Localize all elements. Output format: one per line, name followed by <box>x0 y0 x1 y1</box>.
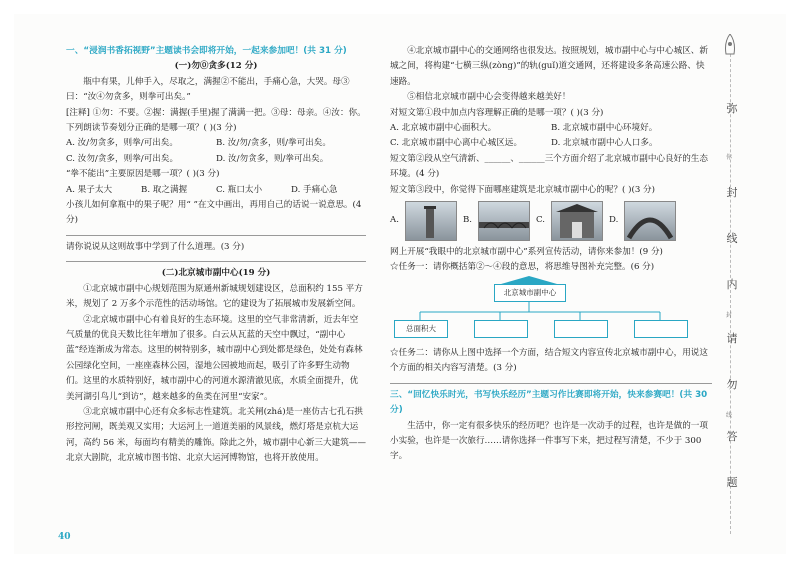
rocket-icon <box>722 34 738 60</box>
photo-label: A. <box>390 215 399 226</box>
right-column <box>390 44 712 465</box>
arch-icon <box>625 202 675 240</box>
task-2: ☆任务二：请你从上图中选择一个方面，结合短文内容宣传北京城市副中心，用说这个方面的相关内容写清楚。(3 分) <box>390 347 708 374</box>
question-right-4: 网上开展“我眼中的北京城市副中心”系列宣传活动，请你来参加！(9 分) <box>390 247 663 258</box>
page-number: 40 <box>58 532 71 542</box>
seal-small-char: 封 <box>726 312 733 319</box>
paragraph-1: ①北京城市副中心规划范围为原通州新城规划建设区，总面积约 155 平方米，规划了 2 万多个示范性的活动场馆。它的建设为了拓展城市发展新空间。 <box>66 283 363 310</box>
photo-label: D. <box>609 215 619 226</box>
question-1-options <box>66 152 366 167</box>
option[interactable]: A. 北京城市副中心面积大。 <box>390 123 497 134</box>
question-3: 小孩儿如何拿瓶中的果子呢？用“ ”在文中画出，再用自己的话说一说意思。(4 分) <box>66 200 362 226</box>
seal-dashed-line <box>730 54 731 534</box>
arch-photo[interactable] <box>624 201 676 241</box>
tower-icon <box>406 202 456 240</box>
seal-char: 弥 <box>726 102 738 115</box>
seal-char: 勿 <box>726 378 738 391</box>
exam-page <box>14 14 786 554</box>
task-1: ☆任务一：请你概括第②～④段的意思，将思维导图补充完整。(6 分) <box>390 262 655 273</box>
option[interactable]: C. 北京城市副中心离中心城区远。 <box>390 138 523 149</box>
seal-margin <box>706 14 756 554</box>
seal-char: 题 <box>726 476 738 489</box>
bridge-photo[interactable] <box>478 201 530 241</box>
paragraph-5: ⑤相信北京城市副中心会变得越来越美好！ <box>407 92 571 103</box>
seal-char: 答 <box>726 430 738 443</box>
section1-title: 一、“浸润书香拓视野”主题读书会即将开始，一起来参加吧！(共 31 分) <box>66 46 347 56</box>
notes: [注释] ①勿：不要。②握：满握(手里)握了满满一把。③母：母亲。④汝：你。 <box>66 107 366 118</box>
mind-map-branch: 总面积大 <box>394 320 448 338</box>
option[interactable]: A. 果子太大 <box>66 184 113 195</box>
question-right-3: 短文第③段中，你觉得下面哪座建筑是北京城市副中心的呢？( )(3 分) <box>390 184 655 195</box>
seal-char: 封 <box>726 186 738 199</box>
mind-map-blank[interactable] <box>634 320 688 338</box>
question-2-options <box>66 183 366 198</box>
question-right-2: 短文第②段从空气清新、______、______三个方面介绍了北京城市副中心良好的生态环境。(4 分) <box>390 153 708 180</box>
subsection1-title: (一)勿⓪贪多(12 分) <box>174 61 258 72</box>
photo-label: C. <box>536 215 546 226</box>
mind-map-blank[interactable] <box>554 320 608 338</box>
tower-photo[interactable] <box>405 201 457 241</box>
question-4: 请你说说从这则故事中学到了什么道理。(3 分) <box>66 241 245 252</box>
seal-char: 内 <box>726 278 738 291</box>
photo-options <box>390 201 712 241</box>
question-2: “拳不能出”主要原因是哪一项？( )(3 分) <box>66 169 220 180</box>
seal-char: 线 <box>726 232 738 245</box>
subsection2-title: (二)北京城市副中心(19 分) <box>161 268 271 279</box>
option[interactable]: C. 汝勿/贪多，则拳/可出矣。 <box>66 153 179 164</box>
gate-icon <box>552 202 602 240</box>
passage1: 瓶中有果，儿伸手入，尽取之，满握②不能出，手痛心急，大哭。母③曰：“汝④勿贪多，则拳可出矣。” <box>66 76 350 103</box>
mind-map <box>390 276 712 346</box>
section3-title: 三、“回忆快乐时光，书写快乐经历”主题习作比赛即将开始，快来参赛吧！(共 30 分) <box>390 389 708 416</box>
seal-small-char: 你 <box>726 154 733 161</box>
question-1-options <box>66 136 366 151</box>
option[interactable]: B. 取之满握 <box>141 184 188 195</box>
question-right-1: 对短文第①段中加点内容理解正确的是哪一项？( )(3 分) <box>390 107 604 118</box>
gate-photo[interactable] <box>551 201 603 241</box>
option[interactable]: D. 北京城市副中心人口多。 <box>551 138 658 149</box>
bridge-icon <box>479 202 529 240</box>
mind-map-center: 北京城市副中心 <box>494 284 566 302</box>
option[interactable]: B. 汝/勿/贪多，则/拳可出矣。 <box>216 138 331 149</box>
option[interactable]: B. 北京城市副中心环境好。 <box>551 123 658 134</box>
option[interactable]: A. 汝/勿贪多，则拳/可出矣。 <box>66 138 178 149</box>
essay-prompt: 生活中，你一定有很多快乐的经历吧？也许是一次动手的过程，也许是做的一项小实验，也许是一次旅行……请你选择一件事写下来，把过程写清楚，不少于 300 字。 <box>390 420 708 462</box>
paragraph-4: ④北京城市副中心的交通网络也很发达。按照规划，城市副中心与中心城区、新城之间，将构建“七横三纵(zòng)”的轨(guǐ)道交通网，还将建设多条高速公路、快速路。 <box>390 46 708 87</box>
question-right-1-options <box>390 121 712 136</box>
seal-char: 请 <box>726 332 738 345</box>
answer-line[interactable] <box>66 229 366 236</box>
mind-map-blank[interactable] <box>474 320 528 338</box>
paragraph-3: ③北京城市副中心还有众多标志性建筑。北关闸(zhá)是一座仿古七孔石拱形控河闸，既美观又实用；大运河上一道道美丽的风景线，燃灯塔是京杭大运河，高约 56 米，每面均有精美的雕饰。除此之外，城市副中心新三大建筑——北京大剧院，北京城市图书馆、北京大运河博物馆，也将开放使用。 <box>66 406 366 464</box>
left-column <box>66 44 366 467</box>
question-1: 下列朗读节奏划分正确的是哪一项？( )(3 分) <box>66 123 237 134</box>
seal-small-char: 线 <box>726 412 733 419</box>
question-right-1-options <box>390 136 712 151</box>
paragraph-2: ②北京城市副中心有着良好的生态环境。这里的空气非常清新，近去年空气质量的优良天数比往年增加了很多。白云从瓦蓝的天空中飘过，“副中心蓝”经连渐成为常态。这里的树特别多，城市副中心到处都是绿色，处处有森林公园绿化空间，一座座森林公园，湿地公园被地而起，吸引了许多野生动物们。这里的水质特别好，城市副中心的河道水源清澈见底，水质全面提升，优美河湖引鸟儿“到访”，越来越多的鱼类在河里“安家”。 <box>66 314 363 402</box>
option[interactable]: C. 瓶口太小 <box>216 184 263 195</box>
answer-line[interactable] <box>66 255 366 262</box>
option[interactable]: D. 手痛心急 <box>291 184 338 195</box>
photo-label: B. <box>462 215 473 226</box>
answer-line[interactable] <box>390 377 712 384</box>
option[interactable]: D. 汝/勿贪多，则/拳可出矣。 <box>216 153 329 164</box>
